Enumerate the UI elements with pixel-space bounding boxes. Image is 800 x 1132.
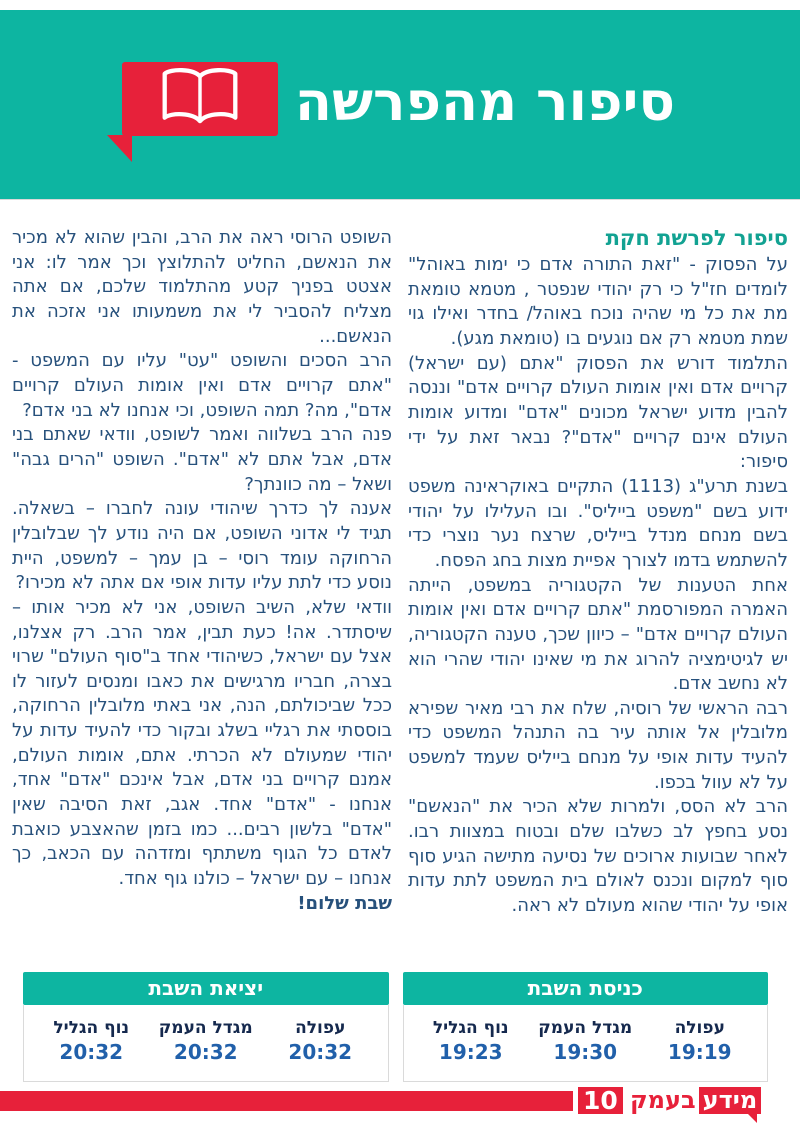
table-cell <box>528 1018 643 1064</box>
table-cell <box>34 1018 149 1064</box>
time-value: 20:32 <box>288 1040 353 1064</box>
article-body <box>12 226 788 919</box>
brand-word-boxed-label: מידע <box>702 1086 758 1114</box>
time-value: 19:19 <box>667 1040 732 1064</box>
brand-speech-tail <box>748 1114 757 1123</box>
table-cell <box>643 1018 758 1064</box>
table-title: יציאת השבת <box>23 972 389 1005</box>
time-value: 19:30 <box>553 1040 618 1064</box>
time-value: 20:32 <box>59 1040 124 1064</box>
table-cell <box>263 1018 378 1064</box>
brand-logo-bubble <box>122 62 278 136</box>
paragraph: אחת הטענות של הקטגוריה במשפט, הייתה האמרה המפורסמת "אתם קרויים אדם ואין אומות העולם קרויים אדם" – כיוון שכך, טענה הקטגוריה, יש לגיטימציה להרוג את מי שאינו יהודי שהרי הוא לא נחשב אדם. <box>408 574 788 695</box>
paragraph: וודאי שלא, השיב השופט, אני לא מכיר אותו – שיסתדר. אה! כעת תבין, אמר הרב. רק אצלנו, אצל עם ישראל, כשיהודי אחד ב"סוף העולם" שרוי בצרה, חבריו מרגישים את כאבו ומנסים לעזור לו ככל שביכולתם, הנה, אני באתי מלובלין הרחוקה, בוססתי את רגליי בשלג ובקור כדי להעיד עדות על יהודי שמעולם לא הכרתי. אתם, אומות העולם, אמנם קרויים בני אדם, אבל אינכם "אדם" אחד, אנחנו - "אדם" אחד. אגב, זאת הסיבה שאין "אדם" בלשון רבים... כמו בזמן שהאצבע כואבת לאדם כל הגוף משתתף ומזדהה עם הכאב, כך אנחנו – עם ישראל – כולנו גוף אחד. <box>12 596 392 890</box>
paragraph: בשנת תרע"ג (1113) התקיים באוקראינה משפט ידוע בשם "משפט בייליס". ובו העלילו על יהודי בשם מנחם מנדל בייליס, שרצח נער נוצרי כדי להשתמש בדמו לצורך אפיית מצות בחג הפסח. <box>408 475 788 571</box>
table-cell <box>149 1018 264 1064</box>
table-body <box>403 1005 769 1082</box>
time-value: 20:32 <box>173 1040 238 1064</box>
brand-word-plain: בעמק <box>630 1086 696 1114</box>
article-column-right <box>408 226 788 919</box>
table-title: כניסת השבת <box>403 972 769 1005</box>
table-shabbat-entrance <box>403 972 769 1082</box>
page-title: סיפור מהפרשה <box>294 70 676 133</box>
city-label: נוף הגליל <box>53 1018 130 1038</box>
footer-red-bar <box>0 1091 573 1111</box>
city-label: עפולה <box>674 1018 725 1038</box>
table-body <box>23 1005 389 1082</box>
city-label: מגדל העמק <box>538 1018 633 1038</box>
city-label: עפולה <box>295 1018 346 1038</box>
paragraph: רבה הראשי של רוסיה, שלח את רבי מאיר שפירא מלובלין אל אותה עיר בה התנהל המשפט כדי להעיד עדות אופי על מנחם בייליס שעמד למשפט על לא עוול בכפו. <box>408 697 788 793</box>
paragraph: על הפסוק - "זאת התורה אדם כי ימות באוהל" לומדים חז"ל כי רק יהודי שנפטר , מטמא טומאת מת את כל מי שהיה נוכח באוהל/ בחדר ואילו גוי שמת מטמא רק אם נוגעים בו (טומאת מגע). <box>408 254 788 349</box>
shabbat-shalom-closing: שבת שלום! <box>297 892 392 914</box>
table-shabbat-exit <box>23 972 389 1082</box>
paragraph: הרב הסכים והשופט "עט" עליו עם המשפט - "אתם קרויים אדם ואין אומות העולם קרויים אדם", מה? תמה השופט, וכי אנחנו לא בני אדם? <box>12 350 392 421</box>
open-book-icon <box>156 66 244 132</box>
shabbat-times-row <box>23 972 768 1082</box>
logo-speech-tail <box>107 135 132 162</box>
section-heading: סיפור לפרשת חקת <box>605 226 788 250</box>
paragraph: פנה הרב בשלווה ואמר לשופט, וודאי שאתם בני אדם, אבל אתם לא "אדם". השופט "הרים גבה" ושאל – מה כוונתך? <box>12 424 392 495</box>
page-number: 10 <box>578 1087 623 1114</box>
brand-word-boxed <box>699 1087 762 1114</box>
time-value: 19:23 <box>438 1040 503 1064</box>
paragraph: אענה לך כדרך שיהודי עונה לחברו – בשאלה. תגיד לי אדוני השופט, אם היה נודע לך שבלובלין הרחוקה עומד רוסי – בן עמך – למשפט, היית נוסע כדי לתת עליו עדות אופי אם אתה לא מכירו? <box>12 498 392 594</box>
paragraph: השופט הרוסי ראה את הרב, והבין שהוא לא מכיר את הנאשם, החליט להתלוצץ וכך אמר לו: אני אצטט בפניך קטע מהתלמוד שלכם, אם אתה מצליח להסביר לי את משמעותו אני אזכה את הנאשם... <box>12 227 392 347</box>
city-label: נוף הגליל <box>432 1018 509 1038</box>
article-column-left <box>12 226 392 919</box>
table-cell <box>414 1018 529 1064</box>
city-label: מגדל העמק <box>158 1018 253 1038</box>
header-band <box>0 10 800 200</box>
paragraph: התלמוד דורש את הפסוק "אתם (עם ישראל) קרויים אדם ואין אומות העולם קרויים אדם" וננסה להבין מדוע ישראל מכונים "אדם" ומדוע אומות העולם אינם קרויים "אדם"? נבאר זאת על ידי סיפור: <box>408 352 788 473</box>
brand-mark <box>630 1087 761 1114</box>
paragraph: הרב לא הסס, ולמרות שלא הכיר את "הנאשם" נסע בחפץ לב כשלבו שלם ובטוח במצוות רבו. לאחר שבועות ארוכים של נסיעה מתישה הגיע סוף סוף למקום ונכנס לאולם בית המשפט לתת עדות אופי על יהודי שהוא מעולם לא ראה. <box>408 796 788 917</box>
